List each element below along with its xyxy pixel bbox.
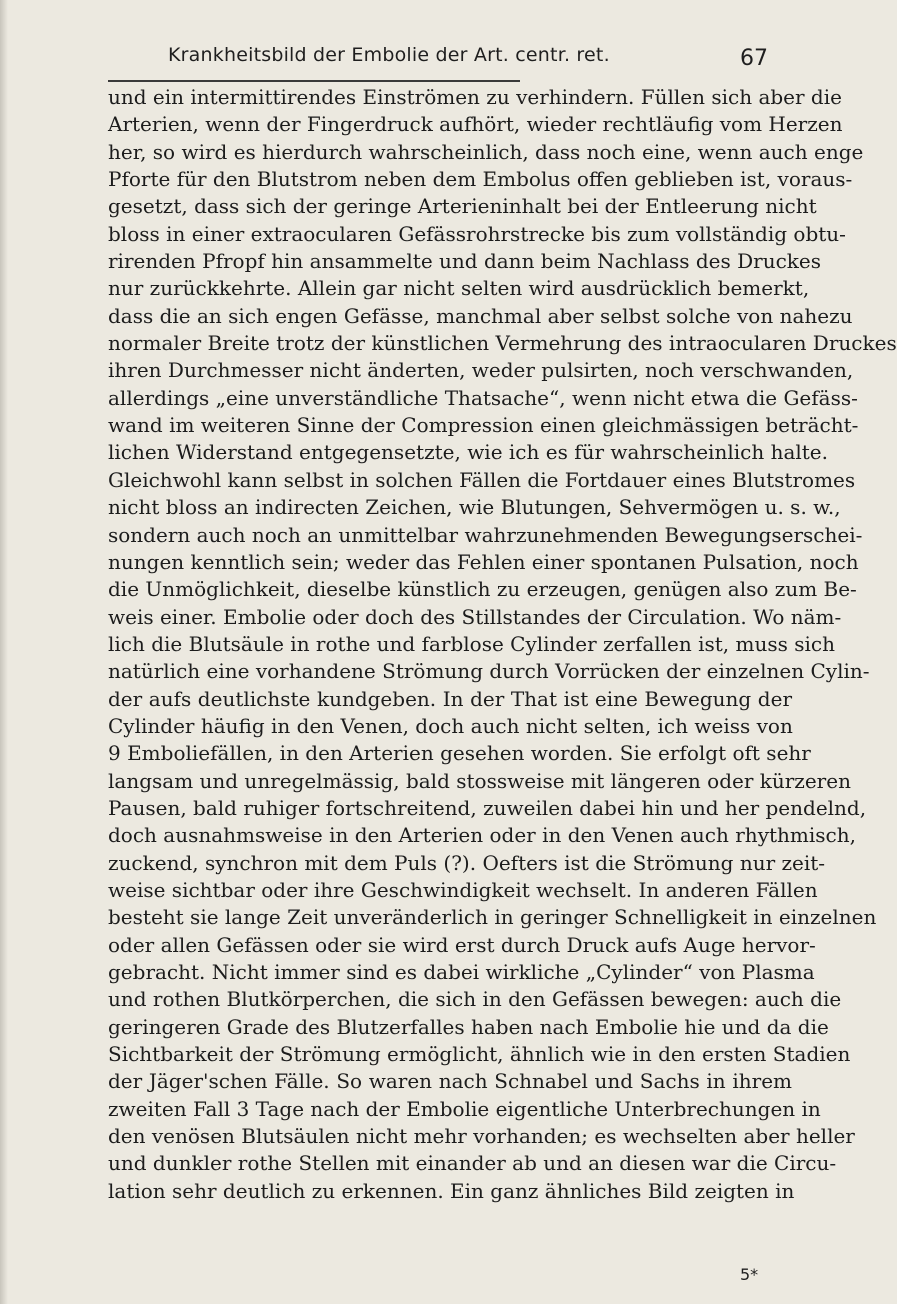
text-line: weis einer. Embolie oder doch des Stillstandes der Circulation. Wo näm- — [108, 604, 842, 629]
text-line: sondern auch noch an unmittelbar wahrzunehmenden Bewegungserschei- — [108, 522, 863, 547]
text-line: Cylinder häufig in den Venen, doch auch nicht selten, ich weiss von — [108, 713, 793, 738]
text-line: Pforte für den Blutstrom neben dem Embolus offen geblieben ist, voraus- — [108, 167, 853, 192]
text-line: und rothen Blutkörperchen, die sich in den Gefässen bewegen: auch die — [108, 987, 842, 1012]
text-line: zuckend, synchron mit dem Puls (?). Oefters ist die Strömung nur zeit- — [108, 850, 826, 875]
text-line: und dunkler rothe Stellen mit einander ab und an diesen war die Circu- — [108, 1151, 837, 1176]
text-line: und ein intermittirendes Einströmen zu verhindern. Füllen sich aber die — [108, 85, 842, 109]
text-line: gesetzt, dass sich der geringe Arterieninhalt bei der Entleerung nicht — [108, 194, 817, 219]
text-line: geringeren Grade des Blutzerfalles haben nach Embolie hie und da die — [108, 1014, 829, 1039]
text-line: lich die Blutsäule in rothe und farblose Cylinder zerfallen ist, muss sich — [108, 631, 835, 656]
text-line: weise sichtbar oder ihre Geschwindigkeit wechselt. In anderen Fällen — [108, 877, 818, 902]
text-line: nur zurückkehrte. Allein gar nicht selten wird ausdrücklich bemerkt, — [108, 276, 810, 301]
text-line: der Jäger'schen Fälle. So waren nach Schnabel und Sachs in ihrem — [108, 1069, 792, 1094]
text-line: wand im weiteren Sinne der Compression einen gleichmässigen beträcht- — [108, 413, 859, 438]
text-line: bloss in einer extraocularen Gefässrohrstrecke bis zum vollständig obtu- — [108, 221, 846, 246]
text-line: her, so wird es hierdurch wahrscheinlich, dass noch eine, wenn auch enge — [108, 139, 864, 164]
text-line: besteht sie lange Zeit unveränderlich in geringer Schnelligkeit in einzelnen — [108, 905, 877, 930]
body-text — [108, 84, 897, 1205]
text-line: die Unmöglichkeit, dieselbe künstlich zu erzeugen, genügen also zum Be- — [108, 577, 857, 602]
text-line: Gleichwohl kann selbst in solchen Fällen die Fortdauer eines Blutstromes — [108, 467, 856, 492]
text-line: der aufs deutlichste kundgeben. In der That ist eine Bewegung der — [108, 686, 792, 711]
text-line: rirenden Pfropf hin ansammelte und dann beim Nachlass des Druckes — [108, 249, 822, 274]
text-line: den venösen Blutsäulen nicht mehr vorhanden; es wechselten aber heller — [108, 1124, 855, 1149]
text-line: natürlich eine vorhandene Strömung durch Vorrücken der einzelnen Cylin- — [108, 659, 870, 684]
printer-signature-mark: 5* — [740, 1265, 759, 1284]
text-line: gebracht. Nicht immer sind es dabei wirkliche „Cylinder“ von Plasma — [108, 960, 815, 984]
text-line: normaler Breite trotz der künstlichen Vermehrung des intraocularen Druckes — [108, 331, 897, 356]
running-head — [112, 40, 770, 70]
header-rule — [108, 80, 520, 82]
text-line: Pausen, bald ruhiger fortschreitend, zuweilen dabei hin und her pendelnd, — [108, 795, 867, 820]
text-line: nicht bloss an indirecten Zeichen, wie Blutungen, Sehvermögen u. s. w., — [108, 495, 841, 520]
text-line: Arterien, wenn der Fingerdruck aufhört, wieder rechtläufig vom Herzen — [108, 112, 843, 137]
text-line: zweiten Fall 3 Tage nach der Embolie eigentliche Unterbrechungen in — [108, 1096, 821, 1121]
text-line: dass die an sich engen Gefässe, manchmal aber selbst solche von nahezu — [108, 303, 853, 328]
text-line: doch ausnahmsweise in den Arterien oder in den Venen auch rhythmisch, — [108, 823, 856, 848]
text-line: oder allen Gefässen oder sie wird erst durch Druck aufs Auge hervor- — [108, 932, 816, 957]
text-line: lation sehr deutlich zu erkennen. Ein ganz ähnliches Bild zeigten in — [108, 1178, 795, 1203]
page-number: 67 — [740, 46, 768, 71]
text-line: Sichtbarkeit der Strömung ermöglicht, ähnlich wie in den ersten Stadien — [108, 1042, 851, 1067]
page-gutter-shadow — [0, 0, 8, 1304]
text-line: 9 Emboliefällen, in den Arterien gesehen worden. Sie erfolgt oft sehr — [108, 741, 811, 766]
running-title: Krankheitsbild der Embolie der Art. centr. ret. — [168, 44, 610, 66]
text-line: allerdings „eine unverständliche Thatsache“, wenn nicht etwa die Gefäss- — [108, 385, 858, 410]
text-line: lichen Widerstand entgegensetzte, wie ich es für wahrscheinlich halte. — [108, 440, 828, 465]
text-line: ihren Durchmesser nicht änderten, weder pulsirten, noch verschwanden, — [108, 358, 854, 383]
text-line: nungen kenntlich sein; weder das Fehlen einer spontanen Pulsation, noch — [108, 549, 859, 574]
text-line: langsam und unregelmässig, bald stossweise mit längeren oder kürzeren — [108, 768, 851, 793]
